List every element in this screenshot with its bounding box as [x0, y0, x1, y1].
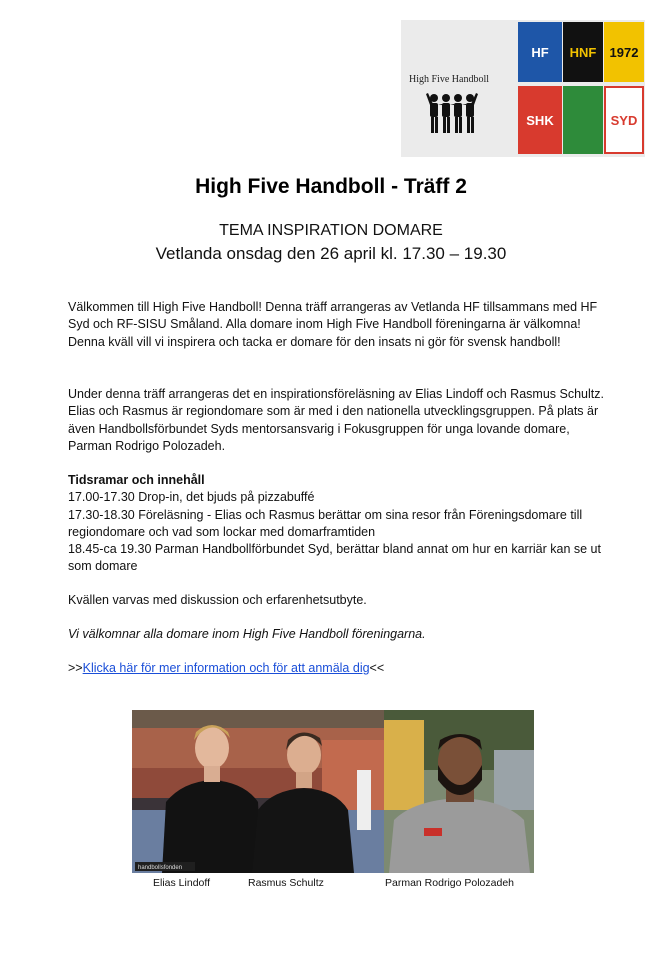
registration-link[interactable]: Klicka här för mer information och för att anmäla dig	[82, 661, 370, 675]
club-1972-logo: 1972	[604, 22, 644, 82]
shk-logo: SHK	[518, 86, 562, 154]
schedule-item: 17.30-18.30 Föreläsning - Elias och Rasmus berättar om sina resor från Föreningsdomare till regiondomare och vad som lockar med domarframtiden	[68, 507, 583, 539]
people-icon	[425, 92, 479, 134]
lecture-paragraph: Under denna träff arrangeras det en inspirationsföreläsning av Elias Lindoff och Rasmus Schultz. Elias och Rasmus är regiondomare som är med i den nationella utvecklingsgruppen. På plats är även Handbollsförbundet Syds mentorsansvarig i Fokusgruppen för unga lovande domare, Parman Rodrigo Polozadeh.	[68, 387, 604, 453]
registration-line	[68, 660, 608, 677]
hf-syd-logo: SYD	[604, 86, 644, 154]
link-suffix: <<	[369, 661, 385, 675]
photo-watermark: handbollsfonden	[138, 865, 183, 871]
caption-parman: Parman Rodrigo Polozadeh	[385, 877, 514, 889]
schedule	[68, 472, 608, 576]
high-five-banner	[401, 20, 645, 157]
caption-rasmus: Rasmus Schultz	[248, 877, 324, 889]
link-prefix: >>	[68, 661, 83, 675]
mentor-photo	[384, 710, 534, 873]
mentor-illustration	[384, 710, 534, 873]
hnf-logo: HNF	[563, 22, 603, 82]
banner-title: High Five Handboll	[409, 74, 489, 85]
schedule-item: 17.00-17.30 Drop-in, det bjuds på pizzabuffé	[68, 490, 315, 505]
welcome-paragraph: Vi välkomnar alla domare inom High Five Handboll föreningarna.	[68, 627, 426, 641]
schedule-item: 18.45-ca 19.30 Parman Handbollförbundet Syd, berättar bland annat om hur en karriär kan se ut som domare	[68, 542, 601, 574]
date-line: Vetlanda onsdag den 26 april kl. 17.30 – 19.30	[155, 244, 507, 263]
referees-photo	[132, 710, 384, 873]
page-title: High Five Handboll - Träff 2	[195, 175, 467, 198]
intro-paragraph: Välkommen till High Five Handboll! Denna träff arrangeras av Vetlanda HF tillsammans med HF Syd och RF-SISU Småland. Alla domare inom High Five Handboll föreningarna är välkomna! Denna kväll vill vi inspirera och tacka er domare för den insats ni gör för svensk handboll!	[68, 300, 598, 349]
theme-line: TEMA INSPIRATION DOMARE	[219, 222, 443, 239]
referees-illustration	[132, 710, 384, 873]
discussion-paragraph: Kvällen varvas med diskussion och erfarenhetsutbyte.	[68, 593, 367, 607]
green-club-logo	[563, 86, 603, 154]
caption-elias: Elias Lindoff	[153, 877, 211, 889]
schedule-heading: Tidsramar och innehåll	[68, 473, 205, 487]
vetlanda-hf-logo: HF	[518, 22, 562, 82]
